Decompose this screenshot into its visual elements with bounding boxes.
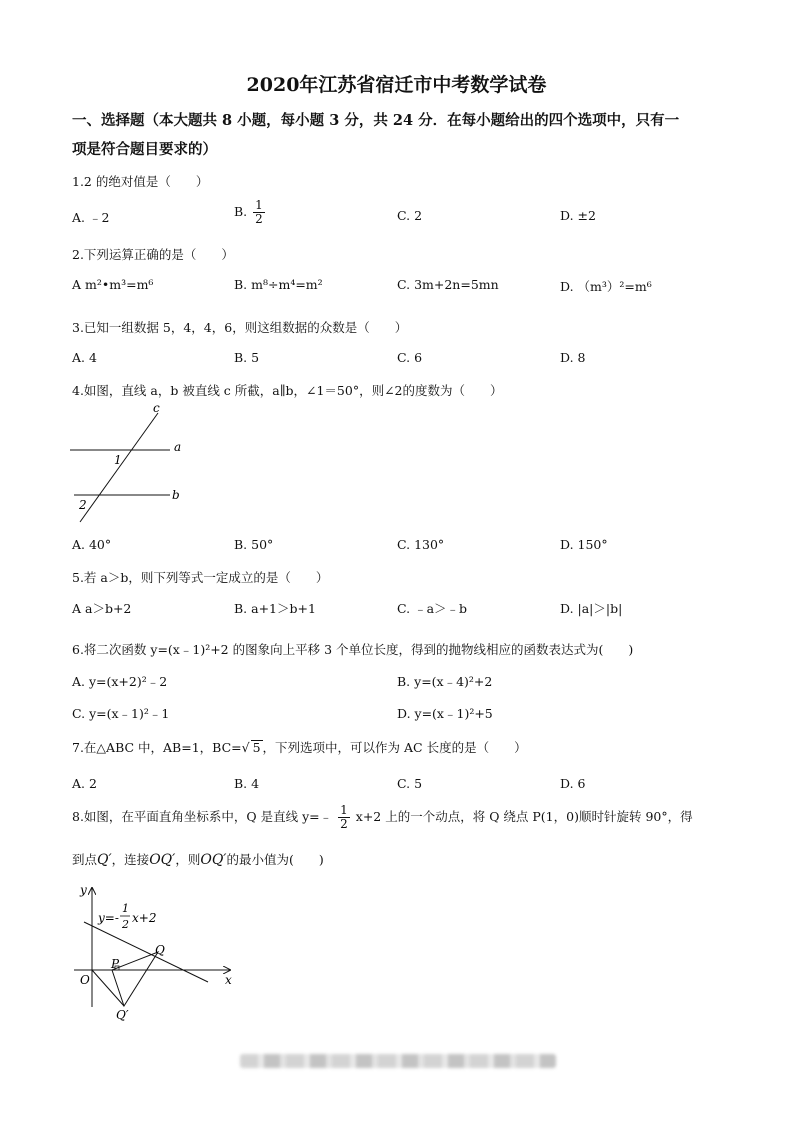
q6-option-a: A. y=(x+2)²﹣2 [72, 674, 168, 689]
q1-option-c: C. 2 [397, 208, 423, 223]
q1-option-a: A. ﹣2 [72, 210, 110, 225]
label-y: y [80, 883, 87, 897]
question-4: 4.如图，直线 a，b 被直线 c 所截，a∥b，∠1＝50°，则∠2的度数为（ ） [72, 383, 503, 398]
q2-option-b: B. m⁸÷m⁴=m² [234, 277, 323, 292]
q2-option-d: D. （m³）²=m⁶ [560, 279, 652, 294]
question-3: 3.已知一组数据 5，4，4，6，则这组数据的众数是（ ） [72, 320, 408, 335]
section-heading-cont: 项是符合题目要求的） [72, 141, 217, 158]
q3-option-a: A. 4 [72, 350, 97, 365]
eq-pre: y=- [98, 911, 119, 925]
blurred-footer [240, 1054, 556, 1068]
q2-option-c: C. 3m+2n=5mn [397, 277, 499, 292]
q5-option-d: D. |a|＞|b| [560, 601, 623, 616]
q3-option-d: D. 8 [560, 350, 586, 365]
eq-post: x+2 [132, 911, 157, 925]
question-7: 7.在△ABC 中，AB=1，BC=√ 5 ，下列选项中，可以作为 AC 长度的是（ ） [72, 740, 527, 755]
section-heading: 一、选择题（本大题共 8 小题，每小题 3 分，共 24 分．在每小题给出的四个选项中，只有一 [72, 112, 680, 129]
label-p: P [111, 957, 120, 971]
q3-option-c: C. 6 [397, 350, 423, 365]
label-o: O [80, 973, 90, 987]
q5-option-b: B. a+1＞b+1 [234, 601, 316, 616]
q6-option-d: D. y=(x﹣1)²+5 [397, 706, 493, 721]
q2-option-a: A m²•m³=m⁶ [72, 277, 154, 292]
angle-2-label: 2 [79, 498, 87, 512]
q7-option-b: B. 4 [234, 776, 260, 791]
label-b: b [172, 488, 180, 502]
label-q: Q [155, 943, 165, 957]
label-a: a [174, 440, 182, 454]
coordinate-figure [70, 882, 245, 1022]
q4-option-a: A. 40° [72, 537, 112, 552]
question-8-cont: 到点Q′，连接OQ′，则OQ′的最小值为( ) [72, 852, 324, 868]
parallel-lines-figure [68, 400, 198, 530]
label-c: c [153, 401, 160, 415]
question-8: 8.如图，在平面直角坐标系中，Q 是直线 y=﹣ $\frac{1}{2}$ x+2 上的一个动点，将 Q 绕点 P(1，0)顺时针旋转 90°，得 [72, 803, 693, 831]
angle-1-label: 1 [114, 453, 122, 467]
q4-option-d: D. 150° [560, 537, 608, 552]
page-title: 2020年江苏省宿迁市中考数学试卷 [246, 74, 547, 96]
q4-option-b: B. 50° [234, 537, 274, 552]
question-1: 1.2 的绝对值是（ ） [72, 174, 209, 189]
q1-option-d: D. ±2 [560, 208, 596, 223]
q6-option-b: B. y=(x﹣4)²+2 [397, 674, 493, 689]
q5-option-a: A a＞b+2 [72, 601, 132, 616]
q7-option-d: D. 6 [560, 776, 586, 791]
line-y-eq [84, 922, 208, 982]
q6-option-c: C. y=(x﹣1)²﹣1 [72, 706, 170, 721]
segment-oqprime [92, 970, 124, 1006]
line-c [80, 413, 158, 522]
q1-option-b: B. $\frac{1}{2}$ [234, 198, 263, 226]
q3-option-b: B. 5 [234, 350, 260, 365]
q4-option-c: C. 130° [397, 537, 445, 552]
eq-num: 1 [122, 902, 129, 915]
q7-option-c: C. 5 [397, 776, 423, 791]
q5-option-c: C. ﹣a＞﹣b [397, 601, 468, 616]
label-qprime: Q′ [116, 1008, 129, 1022]
question-6: 6.将二次函数 y=(x﹣1)²+2 的图象向上平移 3 个单位长度，得到的抛物线相应的函数表达式为( ) [72, 642, 634, 657]
question-5: 5.若 a＞b，则下列等式一定成立的是（ ） [72, 570, 329, 585]
label-x: x [225, 973, 232, 987]
q7-option-a: A. 2 [72, 776, 97, 791]
question-2: 2.下列运算正确的是（ ） [72, 247, 234, 262]
eq-den: 2 [122, 918, 129, 931]
